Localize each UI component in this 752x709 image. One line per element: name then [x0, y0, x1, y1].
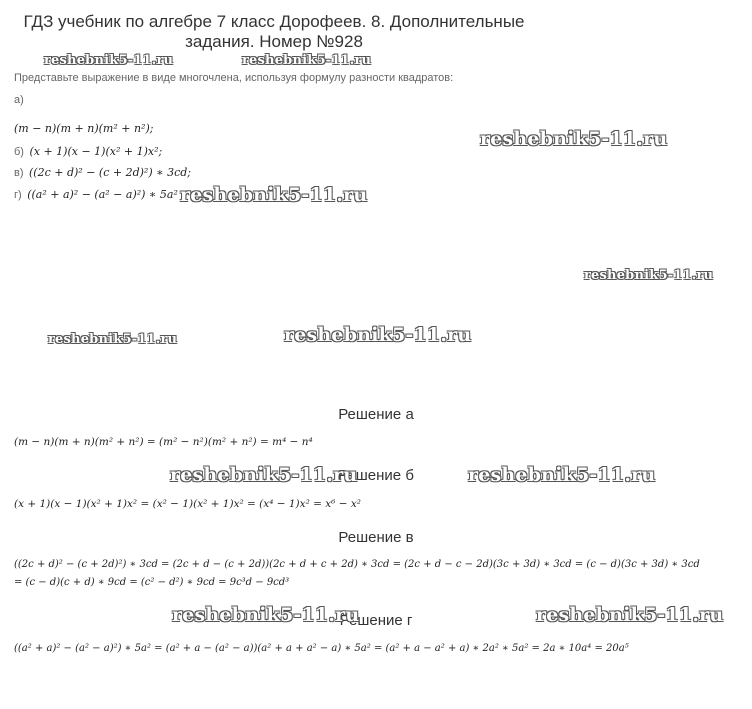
- watermark: reshebnik5-11.ru: [468, 464, 656, 486]
- watermark: reshebnik5-11.ru: [480, 128, 668, 150]
- solution-b-heading: Решение б: [338, 467, 414, 484]
- watermark: reshebnik5-11.ru: [172, 604, 360, 626]
- watermark: reshebnik5-11.ru: [536, 604, 724, 626]
- watermark: reshebnik5-11.ru: [180, 184, 368, 206]
- solution-v-heading: Решение в: [338, 529, 414, 546]
- watermark: reshebnik5-11.ru: [48, 332, 178, 347]
- watermark: reshebnik5-11.ru: [44, 53, 174, 68]
- solution-a-heading: Решение а: [338, 406, 414, 423]
- task-v-expression: ((2c + d)² − (c + 2d)²) ∗ 3cd;: [29, 166, 191, 179]
- task-v: [14, 166, 191, 179]
- task-a-label: а): [14, 94, 24, 106]
- task-b-label: б): [14, 146, 24, 158]
- watermark: reshebnik5-11.ru: [284, 324, 472, 346]
- solution-g-equation: ((a² + a)² − (a² − a)²) ∗ 5a² = (a² + a − (a² − a))(a² + a + a² − a) ∗ 5a² = (a² + a − a² + a) ∗ 2a² ∗ 5a² = 2a ∗ 10a⁴ = 20a⁵: [14, 643, 629, 654]
- task-b-expression: (x + 1)(x − 1)(x² + 1)x²;: [29, 145, 163, 158]
- watermark: reshebnik5-11.ru: [584, 268, 714, 283]
- task-v-label: в): [14, 167, 24, 179]
- solution-v-equation-line1: ((2c + d)² − (c + 2d)²) ∗ 3cd = (2c + d − (c + 2d))(2c + d + c + 2d) ∗ 3cd = (2c + d − c − 2d)(3c + 3d) ∗ 3cd = (c − d)(3c + 3d) ∗ 3cd: [14, 559, 700, 570]
- solution-v-equation-line2: = (c − d)(c + d) ∗ 9cd = (c² − d²) ∗ 9cd = 9c³d − 9cd³: [14, 577, 290, 588]
- task-g: [14, 188, 178, 201]
- solution-a-equation: (m − n)(m + n)(m² + n²) = (m² − n²)(m² + n²) = m⁴ − n⁴: [14, 436, 313, 448]
- solution-g-heading: Решение г: [339, 612, 413, 629]
- task-a-expression: (m − n)(m + n)(m² + n²);: [14, 122, 154, 135]
- task-g-label: г): [14, 189, 22, 201]
- task-instruction: Представьте выражение в виде многочлена, используя формулу разности квадратов:: [14, 72, 454, 84]
- solution-b-equation: (x + 1)(x − 1)(x² + 1)x² = (x² − 1)(x² + 1)x² = (x⁴ − 1)x² = x⁶ − x²: [14, 498, 361, 510]
- watermark: reshebnik5-11.ru: [242, 53, 372, 68]
- watermark: reshebnik5-11.ru: [170, 464, 358, 486]
- page-title: ГДЗ учебник по алгебре 7 класс Дорофеев. 8. Дополнительные задания. Номер №928: [23, 12, 525, 51]
- task-g-expression: ((a² + a)² − (a² − a)²) ∗ 5a²: [27, 188, 178, 201]
- task-b: [14, 145, 162, 158]
